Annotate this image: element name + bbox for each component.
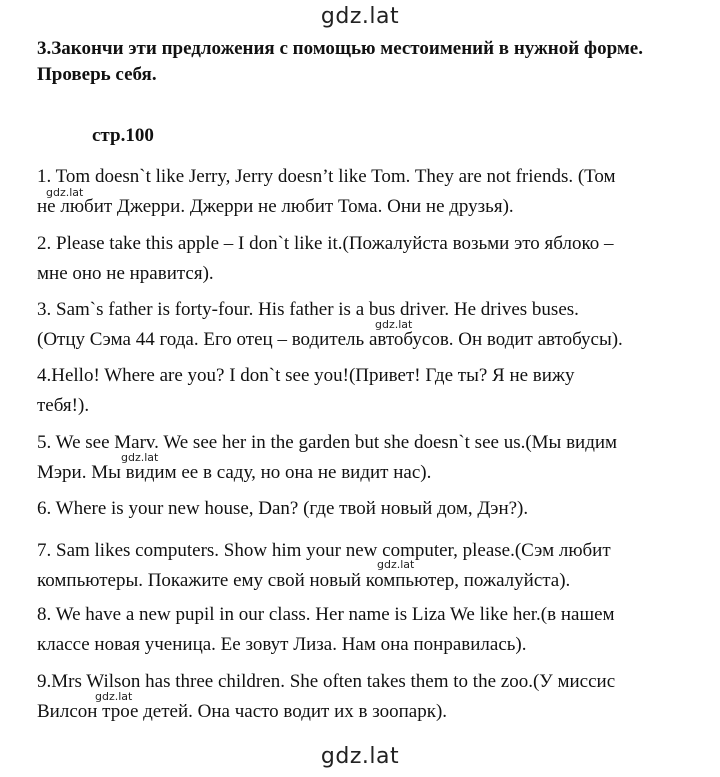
- sentence-item: [37, 361, 697, 421]
- sentence-item: [37, 667, 697, 727]
- sentence-item: [37, 494, 697, 524]
- watermark-inline: gdz.lat: [375, 318, 413, 331]
- sentence-line: 8. We have a new pupil in our class. Her name is Liza We like her.(в нашем: [37, 604, 615, 625]
- sentence-item: [37, 600, 697, 660]
- translation-line: не любит Джерри. Джерри не любит Тома. Они не друзья).: [37, 196, 514, 217]
- watermark-inline: gdz.lat: [121, 451, 159, 464]
- page-reference: стр.100: [92, 125, 154, 146]
- sentence-item: [37, 229, 697, 289]
- watermark-inline: gdz.lat: [95, 690, 133, 703]
- sentence-line: 4.Hello! Where are you? I don`t see you!(Привет! Где ты? Я не вижу: [37, 365, 575, 386]
- sentence-line: 3. Sam`s father is forty-four. His father is a bus driver. He drives buses.: [37, 299, 579, 320]
- sentence-line: 5. We see Marv. We see her in the garden but she doesn`t see us.(Мы видим: [37, 432, 618, 453]
- sentence-item: [37, 536, 697, 596]
- watermark-top: gdz.lat: [320, 4, 400, 29]
- sentence-line: 2. Please take this apple – I don`t like it.(Пожалуйста возьми это яблоко –: [37, 233, 614, 254]
- translation-line: Вилсон трое детей. Она часто водит их в зоопарк).: [37, 701, 448, 722]
- translation-line: мне оно не нравится).: [37, 263, 214, 284]
- sentence-item: [37, 162, 697, 222]
- translation-line: тебя!).: [37, 395, 90, 416]
- watermark-bottom: gdz.lat: [320, 744, 400, 769]
- sentence-line: 6. Where is your new house, Dan? (где твой новый дом, Дэн?).: [37, 498, 529, 519]
- sentence-item: [37, 295, 697, 355]
- exercise-heading: 3.Закончи эти предложения с помощью местоимений в нужной форме. Проверь себя.: [37, 38, 643, 85]
- sentence-line: 9.Mrs Wilson has three children. She often takes them to the zoo.(У миссис: [37, 671, 616, 692]
- translation-line: классе новая ученица. Ее зовут Лиза. Нам она понравилась).: [37, 634, 527, 655]
- watermark-inline: gdz.lat: [377, 558, 415, 571]
- translation-line: Мэри. Мы видим ее в саду, но она не видит нас).: [37, 462, 432, 483]
- sentence-line: 7. Sam likes computers. Show him your new computer, please.(Сэм любит: [37, 540, 611, 561]
- translation-line: компьютеры. Покажите ему свой новый компьютер, пожалуйста).: [37, 570, 571, 591]
- translation-line: (Отцу Сэма 44 года. Его отец – водитель автобусов. Он водит автобусы).: [37, 329, 623, 350]
- sentence-line: 1. Tom doesn`t like Jerry, Jerry doesn’t like Tom. They are not friends. (Том: [37, 166, 616, 187]
- watermark-inline: gdz.lat: [46, 186, 84, 199]
